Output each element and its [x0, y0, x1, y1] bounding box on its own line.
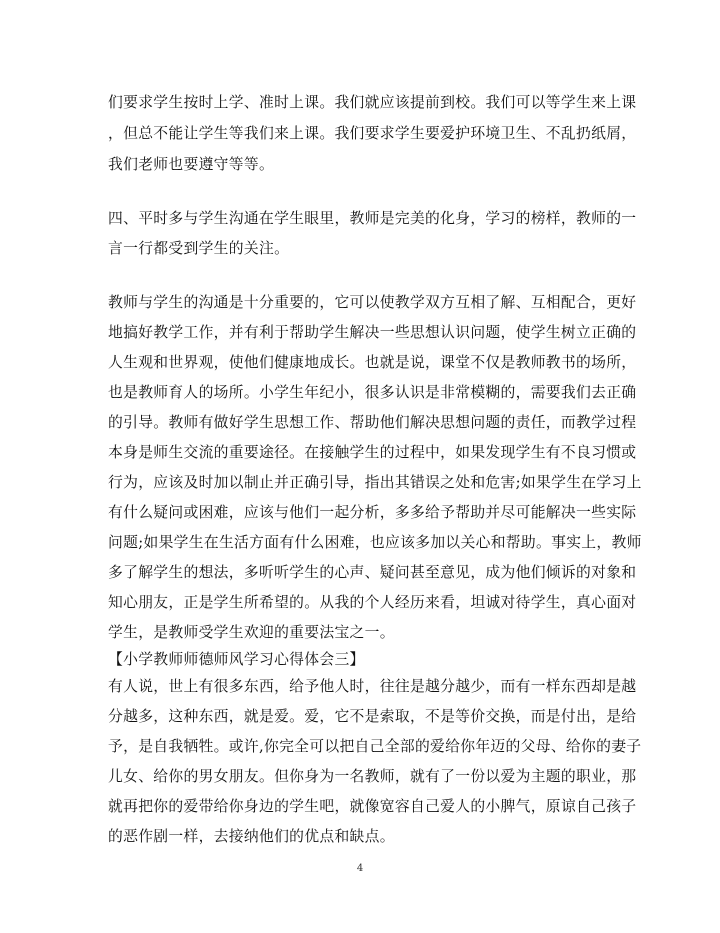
- paragraph-line: ，但总不能让学生等我们来上课。我们要求学生要爱护环境卫生、不乱扔纸屑，: [108, 125, 637, 142]
- paragraph-line: 学生，是教师受学生欢迎的重要法宝之一。: [108, 624, 395, 641]
- paragraph-line: 多了解学生的想法，多听听学生的心声、疑问甚至意见，成为他们倾诉的对象和: [108, 564, 637, 581]
- paragraph-line: 本身是师生交流的重要途径。在接触学生的过程中，如果发现学生有不良习惯或: [108, 444, 637, 461]
- paragraph-line: 的恶作剧一样，去接纳他们的优点和缺点。: [108, 828, 395, 845]
- page-number: 4: [356, 863, 364, 874]
- section-title: 【小学教师师德师风学习心得体会三】: [108, 651, 365, 668]
- section-heading-line: 四、平时多与学生沟通在学生眼里，教师是完美的化身，学习的榜样，教师的一: [108, 210, 637, 227]
- paragraph-line: 分越多，这种东西，就是爱。爱，它不是索取，不是等价交换，而是付出，是给: [108, 708, 637, 725]
- paragraph-line: 我们老师也要遵守等等。: [108, 156, 275, 173]
- paragraph-line: 人生观和世界观，使他们健康地成长。也就是说，课堂不仅是教师教书的场所，: [108, 354, 637, 371]
- paragraph-line: 的引导。教师有做好学生思想工作、帮助他们解决思想问题的责任，而教学过程: [108, 414, 637, 431]
- paragraph-line: 行为，应该及时加以制止并正确引导，指出其错误之处和危害;如果学生在学习上: [108, 474, 642, 491]
- paragraph-line: 地搞好教学工作，并有利于帮助学生解决一些思想认识问题，使学生树立正确的: [108, 324, 637, 341]
- section-heading-line: 言一行都受到学生的关注。: [108, 240, 290, 257]
- paragraph-line: 有人说，世上有很多东西，给予他人时，往往是越分越少，而有一样东西却是越: [108, 678, 637, 695]
- paragraph-line: 有什么疑问或困难，应该与他们一起分析，多多给予帮助并尽可能解决一些实际: [108, 504, 637, 521]
- paragraph-line: 知心朋友，正是学生所希望的。从我的个人经历来看，坦诚对待学生，真心面对: [108, 594, 637, 611]
- paragraph-line: 也是教师育人的场所。小学生年纪小，很多认识是非常模糊的，需要我们去正确: [108, 384, 637, 401]
- paragraph-line: 问题;如果学生在生活方面有什么困难，也应该多加以关心和帮助。事实上，教师: [108, 534, 642, 551]
- paragraph-line: 们要求学生按时上学、准时上课。我们就应该提前到校。我们可以等学生来上课: [108, 94, 637, 111]
- paragraph-line: 教师与学生的沟通是十分重要的，它可以使教学双方互相了解、互相配合，更好: [108, 294, 637, 311]
- paragraph-line: 儿女、给你的男女朋友。但你身为一名教师，就有了一份以爱为主题的职业，那: [108, 768, 637, 785]
- paragraph-line: 就再把你的爱带给你身边的学生吧，就像宽容自己爱人的小脾气，原谅自己孩子: [108, 798, 637, 815]
- paragraph-line: 予，是自我牺牲。或许,你完全可以把自己全部的爱给你年迈的父母、给你的妻子: [108, 738, 642, 755]
